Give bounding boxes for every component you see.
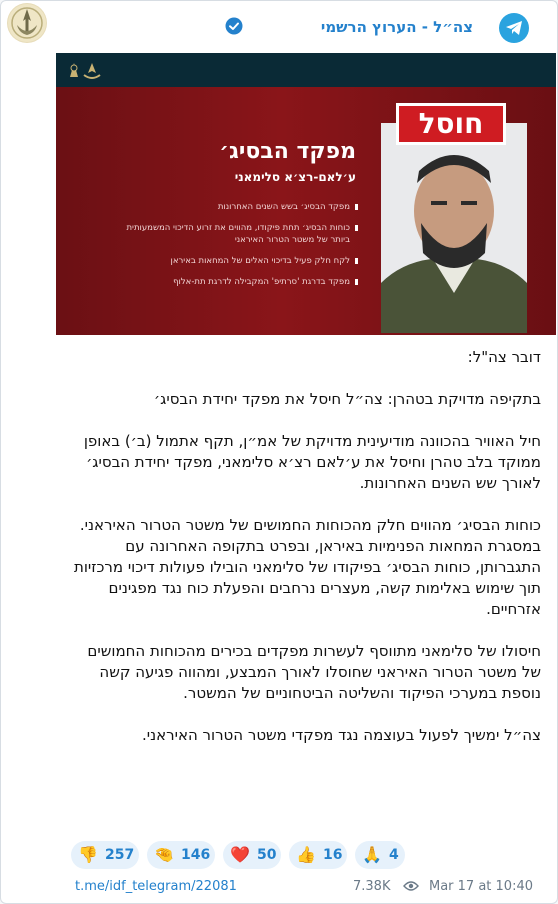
reactions-bar: [71, 841, 541, 869]
paragraph-1: חיל האוויר בהכוונה מודיעינית מדויקת של אמ״ן, תקף אתמול (ב׳) באופן ממוקד בלב טהרן וחיסל את ע׳לאם רצ׳א סלימאני, מפקד יחידת הבסיג׳ לאורך שש השנים האחרונות.: [83, 432, 541, 492]
image-top-band: [56, 53, 556, 87]
idf-emblem-icon: [7, 3, 47, 43]
post-footer: [71, 877, 541, 897]
paragraph-4: צה״ל ימשיך לפעול בעוצמה נגד מפקדי משטר הטרור האיראני.: [141, 726, 541, 744]
reaction-count: 4: [389, 847, 399, 863]
verified-badge-icon: [225, 17, 243, 35]
eliminated-stamp: חוסל: [396, 103, 506, 145]
reaction-thumbs-down[interactable]: [71, 841, 139, 869]
telegram-icon[interactable]: [499, 13, 529, 43]
idf-logos-icon: [64, 59, 112, 81]
bullet-item: כוחות הבסיג׳ תחת פיקודו, מהווים את זרוע הדיכוי המשמעותית ביותר של משטר הטרור האיראני: [118, 222, 358, 246]
heart-icon: ❤️: [230, 845, 250, 864]
bullet-item: מפקד הבסיג׳ בשש השנים האחרונות: [118, 201, 358, 213]
channel-avatar[interactable]: [7, 3, 47, 43]
paragraph-3: חיסולו של סלימאני מתווסף לעשרות מפקדים בכירים מהכוחות החמושים של משטר הטרור האיראני שחוסלו לאורך המבצע, ומהווה פגיעה קשה נוספת במערכי הפיקוד והשליטה הביטחוניים של המשטר.: [87, 642, 541, 702]
reaction-count: 257: [105, 847, 135, 863]
reaction-thumbs-up[interactable]: [289, 841, 347, 869]
image-bullet-list: [118, 201, 358, 297]
bullet-item: מפקד בדרגת 'סרתיפ' המקבילה לדרגת תת-אלוף: [118, 276, 358, 288]
image-title: מפקד הבסיג׳: [219, 139, 356, 164]
post-text: [71, 347, 541, 746]
post-timestamp: Mar 17 at 10:40: [429, 879, 533, 894]
reaction-pinch[interactable]: [147, 841, 215, 869]
bullet-item: לקח חלק פעיל בדיכוי האלים של המחאות באיראן: [118, 255, 358, 267]
reaction-pray[interactable]: [355, 841, 405, 869]
thumbs-down-icon: 👎: [78, 845, 98, 864]
post-image[interactable]: [56, 53, 556, 335]
image-subtitle: ע׳לאם-רצ׳א סלימאני: [234, 170, 356, 184]
speaker-line: דובר צה"ל:: [467, 348, 541, 366]
post-header: [1, 1, 557, 55]
portrait-photo: [381, 123, 527, 333]
pinch-icon: 🤏: [154, 845, 174, 864]
channel-name[interactable]: צה״ל - הערוץ הרשמי: [320, 18, 473, 36]
paragraph-2b: במסגרת המחאות הפנימיות באיראן, ובפרט בתקופה האחרונה עם התגברותן, כוחות הבסיג׳ בפיקודו של סלימאני הובילו פעולות דיכוי מרכזיות תוך שימוש באלימות קשה, מעצרים נרחבים והפעלת כוח נגד מפגינים אזרחיים.: [73, 537, 541, 618]
reaction-count: 16: [323, 847, 343, 863]
paragraph-2a: כוחות הבסיג׳ מהווים חלק מהכוחות החמושים של משטר הטרור האיראני.: [79, 516, 541, 534]
thumbs-up-icon: 👍: [296, 845, 316, 864]
headline: בתקיפה מדויקת בטהרן: צה״ל חיסל את מפקד יחידת הבסיג׳: [153, 390, 541, 408]
pray-icon: 🙏: [362, 845, 382, 864]
reaction-count: 146: [181, 847, 211, 863]
view-count: 7.38K: [353, 879, 391, 894]
reaction-heart[interactable]: [223, 841, 281, 869]
eye-icon: [403, 880, 419, 892]
post-link[interactable]: t.me/idf_telegram/22081: [75, 879, 237, 894]
reaction-count: 50: [257, 847, 277, 863]
